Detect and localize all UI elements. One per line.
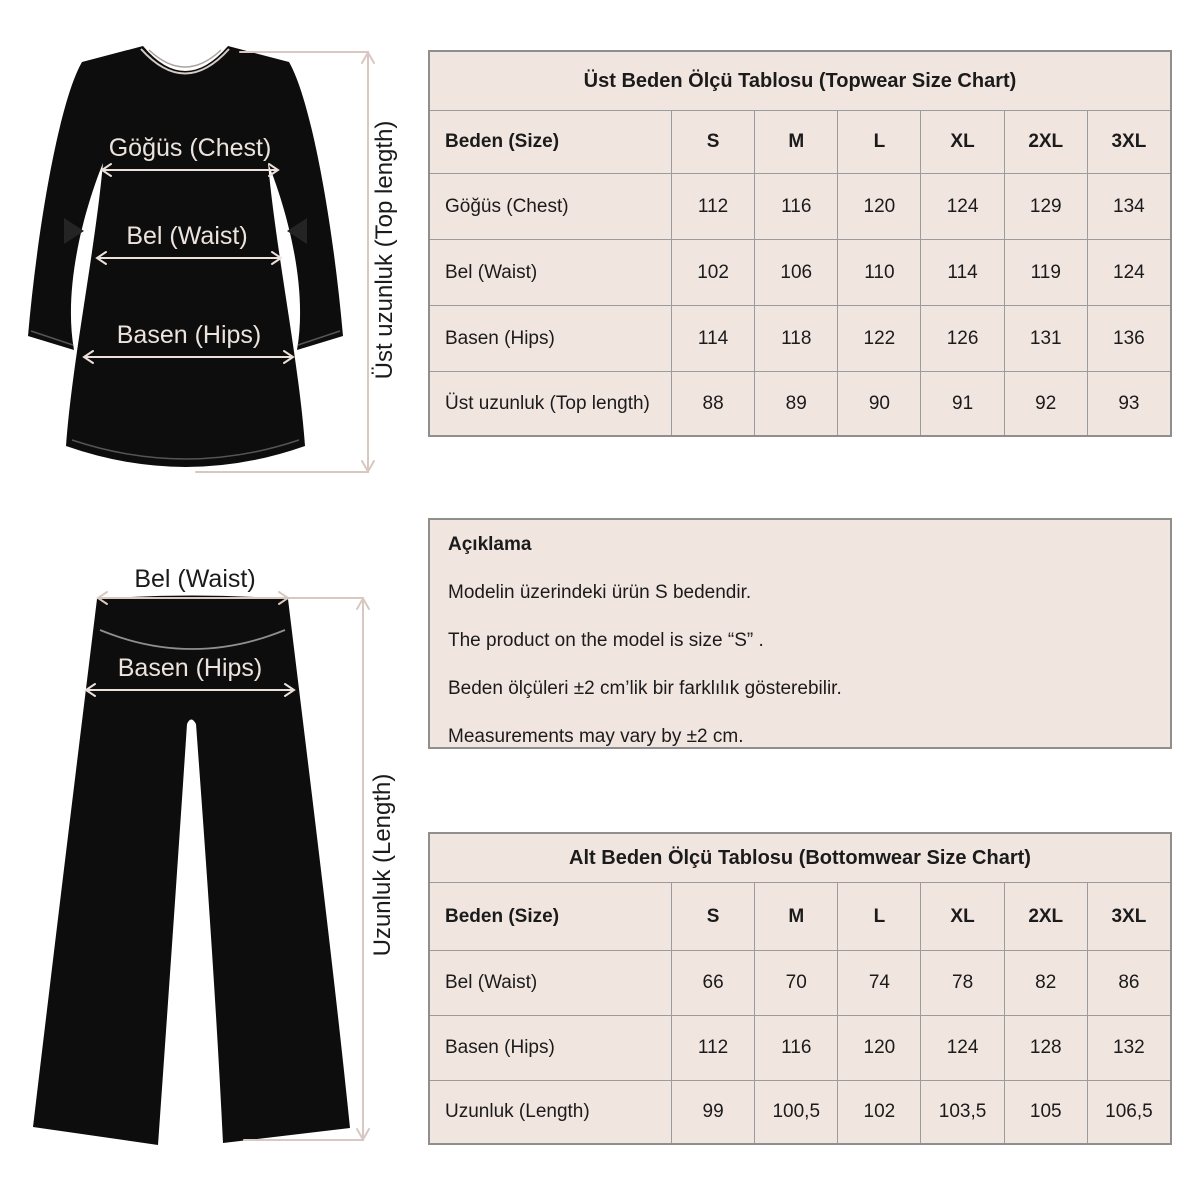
bottomwear-table-title: Alt Beden Ölçü Tablosu (Bottomwear Size Chart) [430, 834, 1170, 883]
row-label: Göğüs (Chest) [430, 173, 671, 239]
value-cell: 114 [920, 239, 1003, 305]
value-cell: 82 [1004, 950, 1087, 1015]
value-cell: 131 [1004, 305, 1087, 371]
note-title: Açıklama [448, 534, 532, 555]
bottomwear-diagram [0, 550, 430, 1200]
value-cell: 119 [1004, 239, 1087, 305]
value-cell: 120 [837, 173, 920, 239]
value-cell: 78 [920, 950, 1003, 1015]
value-cell: 93 [1087, 371, 1170, 435]
header-cell: L [837, 883, 920, 950]
header-cell: Beden (Size) [445, 905, 560, 927]
value-cell: 114 [671, 305, 754, 371]
value-cell: 105 [1004, 1080, 1087, 1143]
value-cell: 124 [1087, 239, 1170, 305]
pants-length-label: Uzunluk (Length) [369, 773, 396, 957]
value-cell: 103,5 [920, 1080, 1003, 1143]
value-cell: 92 [1004, 371, 1087, 435]
value-cell: 116 [754, 1015, 837, 1080]
value-cell: 126 [920, 305, 1003, 371]
header-cell: M [754, 111, 837, 173]
value-cell: 129 [1004, 173, 1087, 239]
row-label: Basen (Hips) [430, 1015, 671, 1080]
value-cell: 90 [837, 371, 920, 435]
value-cell: 122 [837, 305, 920, 371]
value-cell: 66 [671, 950, 754, 1015]
value-cell: 89 [754, 371, 837, 435]
header-cell: 3XL [1087, 883, 1170, 950]
value-cell: 106,5 [1087, 1080, 1170, 1143]
bottomwear-size-table [428, 832, 1172, 1145]
pants-waist-label: Bel (Waist) [134, 565, 256, 593]
value-cell: 99 [671, 1080, 754, 1143]
row-label: Üst uzunluk (Top length) [430, 371, 671, 435]
header-cell: S [671, 883, 754, 950]
waist-label: Bel (Waist) [126, 222, 248, 250]
value-cell: 74 [837, 950, 920, 1015]
value-cell: 128 [1004, 1015, 1087, 1080]
value-cell: 134 [1087, 173, 1170, 239]
note-box [428, 518, 1172, 749]
row-label: Bel (Waist) [430, 950, 671, 1015]
header-cell: S [671, 111, 754, 173]
header-cell: XL [920, 111, 1003, 173]
topwear-diagram [0, 0, 430, 510]
topwear-size-table [428, 50, 1172, 437]
tunic-silhouette [28, 46, 343, 467]
value-cell: 88 [671, 371, 754, 435]
topwear-table-title: Üst Beden Ölçü Tablosu (Topwear Size Chart) [430, 52, 1170, 111]
header-cell: 2XL [1004, 111, 1087, 173]
row-label: Uzunluk (Length) [430, 1080, 671, 1143]
value-cell: 112 [671, 1015, 754, 1080]
value-cell: 112 [671, 173, 754, 239]
value-cell: 118 [754, 305, 837, 371]
bottomwear-table-grid [430, 883, 1170, 1143]
value-cell: 124 [920, 1015, 1003, 1080]
value-cell: 86 [1087, 950, 1170, 1015]
top-length-label: Üst uzunluk (Top length) [371, 120, 398, 380]
value-cell: 102 [837, 1080, 920, 1143]
value-cell: 132 [1087, 1015, 1170, 1080]
header-cell: XL [920, 883, 1003, 950]
row-label: Bel (Waist) [430, 239, 671, 305]
value-cell: 116 [754, 173, 837, 239]
header-cell: M [754, 883, 837, 950]
header-cell: 3XL [1087, 111, 1170, 173]
header-cell: L [837, 111, 920, 173]
value-cell: 110 [837, 239, 920, 305]
value-cell: 70 [754, 950, 837, 1015]
header-cell: 2XL [1004, 883, 1087, 950]
note-line: Modelin üzerindeki ürün S bedendir. [448, 582, 752, 603]
hips-label: Basen (Hips) [116, 321, 262, 349]
value-cell: 102 [671, 239, 754, 305]
chest-label: Göğüs (Chest) [108, 134, 272, 162]
value-cell: 136 [1087, 305, 1170, 371]
value-cell: 124 [920, 173, 1003, 239]
value-cell: 91 [920, 371, 1003, 435]
note-line: Beden ölçüleri ±2 cm’lik bir farklılık gösterebilir. [448, 678, 842, 699]
value-cell: 120 [837, 1015, 920, 1080]
topwear-table-grid [430, 111, 1170, 435]
header-cell: Beden (Size) [445, 131, 560, 152]
note-line: The product on the model is size “S” . [448, 630, 764, 651]
row-label: Basen (Hips) [430, 305, 671, 371]
value-cell: 106 [754, 239, 837, 305]
value-cell: 100,5 [754, 1080, 837, 1143]
pants-hips-label: Basen (Hips) [117, 654, 263, 682]
note-line: Measurements may vary by ±2 cm. [448, 726, 744, 747]
